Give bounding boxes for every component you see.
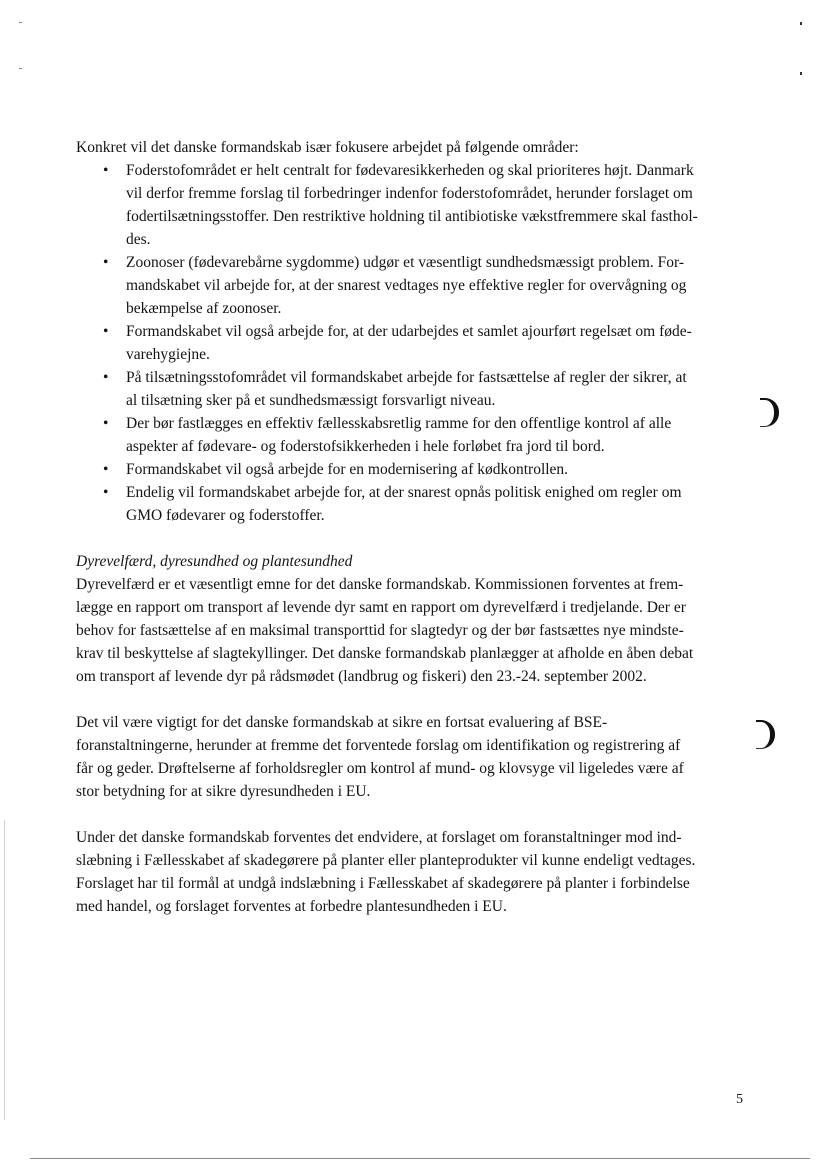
paragraph-line: får og geder. Drøftelserne af forholdsregler om kontrol af mund- og klovsyge vil ligeledes være af: [76, 760, 684, 777]
bullet-marker: •: [103, 461, 109, 478]
bullet-item: [76, 320, 756, 366]
bullet-line: Endelig vil formandskabet arbejde for, at der snarest opnås politisk enighed om regler om: [126, 484, 682, 501]
bullet-list: [76, 159, 756, 527]
bullet-item: [76, 458, 756, 481]
paragraph-line: Forslaget har til formål at undgå indslæbning i Fællesskabet af skadegørere på planter i forbindelse: [76, 875, 690, 892]
bullet-line: aspekter af fødevare- og foderstofsikkerheden i hele forløbet fra jord til bord.: [126, 438, 605, 455]
bullet-line: Foderstofområdet er helt centralt for fødevaresikkerheden og skal prioriteres højt. Danmark: [126, 162, 694, 179]
bullet-marker: •: [103, 369, 109, 386]
bullet-marker: •: [103, 162, 109, 179]
bullet-line: GMO fødevarer og foderstoffer.: [126, 507, 325, 524]
bullet-line: bekæmpelse af zoonoser.: [126, 300, 282, 317]
paragraph: [76, 826, 756, 918]
bullet-line: des.: [126, 231, 151, 248]
bullet-item: [76, 366, 756, 412]
bullet-line: Der bør fastlægges en effektiv fællesskabsretlig ramme for den offentlige kontrol af alle: [126, 415, 672, 432]
paragraph: [76, 711, 756, 803]
bullet-line: mandskabet vil arbejde for, at der snarest vedtages nye effektive regler for overvågning og: [126, 277, 687, 294]
bullet-line: al tilsætning sker på et sundhedsmæssigt forsvarligt niveau.: [126, 392, 496, 409]
scan-speck: [19, 68, 22, 69]
page-number: 5: [736, 1092, 743, 1107]
bullet-line: vil derfor fremme forslag til forbedringer indenfor foderstofområdet, herunder forslaget om: [126, 185, 693, 202]
paragraph-line: med handel, og forslaget forventes at forbedre plantesundheden i EU.: [76, 898, 507, 915]
paragraph-line: Under det danske formandskab forventes det endvidere, at forslaget om foranstaltninger mod ind-: [76, 829, 682, 846]
scan-speck: [800, 72, 802, 75]
paragraph-line: Det vil være vigtigt for det danske formandskab at sikre en fortsat evaluering af BSE-: [76, 714, 608, 731]
bullet-marker: •: [103, 415, 109, 432]
bullet-marker: •: [103, 254, 109, 271]
section-heading: Dyrevelfærd, dyresundhed og plantesundhed: [76, 553, 353, 570]
bullet-marker: •: [103, 323, 109, 340]
scan-speck: [800, 22, 802, 25]
bullet-line: Zoonoser (fødevarebårne sygdomme) udgør et væsentligt sundhedsmæssigt problem. For-: [126, 254, 685, 271]
bullet-line: Formandskabet vil også arbejde for en modernisering af kødkontrollen.: [126, 461, 569, 478]
paragraph-line: slæbning i Fællesskabet af skadegørere på planter eller planteprodukter vil kunne endeligt vedtages.: [76, 852, 696, 869]
bullet-line: Formandskabet vil også arbejde for, at der udarbejdes et samlet ajourført regelsæt om føde-: [126, 323, 692, 340]
scan-edge-line: [4, 820, 5, 1120]
bullet-item: [76, 159, 756, 251]
paragraph-line: om transport af levende dyr på rådsmødet (landbrug og fiskeri) den 23.-24. september 2002.: [76, 668, 647, 685]
paragraph-line: stor betydning for at sikre dyresundheden i EU.: [76, 783, 371, 800]
scan-bottom-edge: [30, 1158, 810, 1159]
paragraph-line: foranstaltningerne, herunder at fremme det forventede forslag om identifikation og registrering af: [76, 737, 681, 754]
scan-speck: [19, 22, 22, 23]
bullet-line: På tilsætningsstofområdet vil formandskabet arbejde for fastsættelse af regler der sikrer, at: [126, 369, 687, 386]
bullet-item: [76, 412, 756, 458]
paragraph-line: behov for fastsættelse af en maksimal transporttid for slagtedyr og der bør fastsættes nye mindste-: [76, 622, 684, 639]
bullet-line: varehygiejne.: [126, 346, 210, 363]
bullet-line: fodertilsætningsstoffer. Den restriktive holdning til antibiotiske vækstfremmere skal fasthol-: [126, 208, 698, 225]
intro-paragraph: Konkret vil det danske formandskab især fokusere arbejdet på følgende områder:: [76, 139, 579, 156]
bullet-item: [76, 251, 756, 320]
document-body: [76, 136, 756, 918]
paragraph-line: lægge en rapport om transport af levende dyr samt en rapport om dyrevelfærd i tredjelande. Der er: [76, 599, 686, 616]
bullet-item: [76, 481, 756, 527]
paragraph-line: krav til beskyttelse af slagtekyllinger. Det danske formandskab planlægger at afholde en åben debat: [76, 645, 694, 662]
punch-hole-mark: [756, 720, 775, 749]
bullet-marker: •: [103, 484, 109, 501]
paragraph-line: Dyrevelfærd er et væsentligt emne for det danske formandskab. Kommissionen forventes at frem-: [76, 576, 684, 593]
paragraph: [76, 573, 756, 688]
punch-hole-mark: [760, 398, 779, 427]
